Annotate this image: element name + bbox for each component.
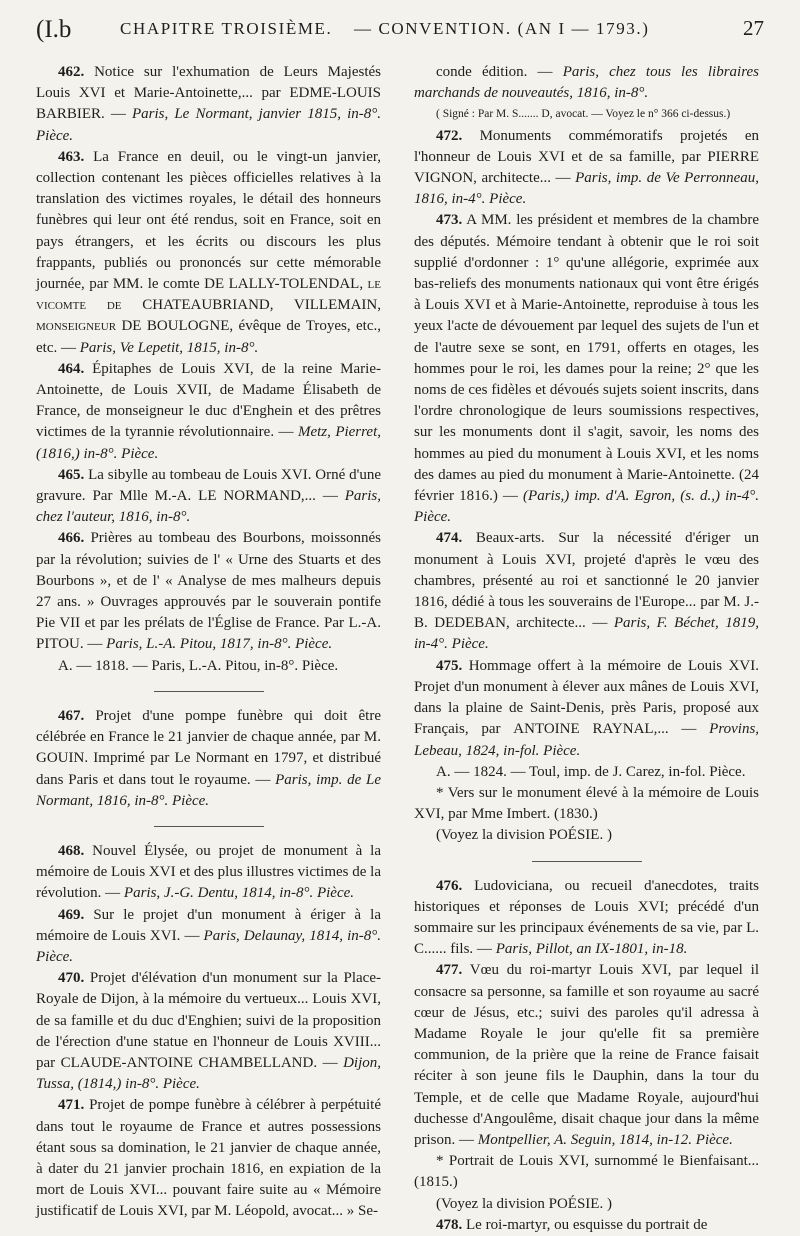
separator-rule — [154, 826, 264, 827]
entry-text: Hommage offert à la mémoire de Louis XVI. Projet d'un monument à élever aux mânes de Louis XVI, dans la plaine de Saint-Denis, près Paris, proposé aux Français, par — [414, 657, 759, 738]
entry-478 — [414, 1215, 759, 1236]
entries-476-477 — [414, 876, 759, 1152]
bibliography-entry — [414, 656, 759, 762]
entry-number: 473. — [436, 212, 463, 229]
entry-imprint: (Paris,) imp. d'A. Egron, (s. d.,) in-4°. Pièce. — [414, 488, 759, 526]
bibliography-entry — [36, 905, 381, 969]
entry-471-note: ( Signé : Par M. S....... D, avocat. — Voyez le n° 366 ci-dessus.) — [436, 108, 731, 121]
entry-475-see: (Voyez la division POÉSIE. ) — [436, 827, 612, 844]
entry-text-tail: ,... — — [653, 721, 710, 738]
bibliography-entry — [36, 968, 381, 1095]
bibliography-entry — [36, 1095, 381, 1222]
entry-471-continued — [414, 62, 759, 104]
entry-text-tail: , architecte... — — [473, 170, 576, 187]
entry-text: Vœu du roi-martyr Louis XVI, par lequel il consacre sa personne, sa famille et son royaume au sacré cœur de Jésus, etc.; suivi des paroles qu'il adressa à Madame Royale le jour qu'elle fit sa première communion, de la prière que la reine de France faisait réciter à son jeune fils le Dauphin, dans la tour du Temple, et de celle que Madame Royale, aujourd'hui duchesse d'Angoulême, disait chaque jour dans la même prison. — — [414, 962, 759, 1148]
entry-text: Beaux-arts. Sur la nécessité d'ériger un monument à Louis XVI, projeté d'après le vœu des chambres, présenté au roi et sanctionné le 20 janvier 1816, dédié à tous les souverains de l'Europe... par M. J.-B. — [414, 530, 759, 632]
entry-imprint: Montpellier, A. Seguin, 1814, in-12. Pièce. — [477, 1131, 733, 1148]
bibliography-entry — [36, 359, 381, 465]
entry-author: DEDEBAN — [434, 615, 506, 632]
entry-text: Sur le projet d'un monument à ériger à la mémoire de Louis XVI. — — [36, 906, 381, 944]
entry-number: 465. — [58, 466, 85, 483]
entry-number: 469. — [58, 906, 85, 923]
entry-text-tail: , évêque de Troyes, etc., etc. — — [36, 318, 381, 356]
entry-imprint: Paris, imp. de Le Normant, 1816, in-8°. Pièce. — [36, 771, 381, 809]
entries-462-466 — [36, 62, 381, 656]
entry-author: EDME-LOUIS BARBIER — [36, 85, 381, 123]
bibliography-entry — [36, 147, 381, 359]
entry-imprint: Paris, chez tous les libraires marchands de nouveautés, 1816, in-8°. — [414, 64, 759, 102]
entries-472-475 — [414, 126, 759, 762]
bibliography-entry — [36, 465, 381, 529]
entry-imprint: Paris, F. Béchet, 1819, in-4°. Pièce. — [414, 615, 759, 653]
entry-text-tail: . — — [79, 636, 107, 653]
entry-number: 474. — [436, 530, 463, 547]
entry-text: Épitaphes de Louis XVI, de la reine Marie-Antoinette, de Louis XVII, de Madame Élisabeth de France, de monseigneur le duc d'Enghein et des prêtres victimes de la tyrannie révolutionnaire. — — [36, 360, 381, 441]
entry-477-see: (Voyez la division POÉSIE. ) — [436, 1195, 612, 1212]
entry-text: Le roi-martyr, ou esquisse du portrait de — [462, 1216, 708, 1233]
entry-text: La France en deuil, ou le vingt-un janvier, collection contenant les pièces officielles relatives à la translation des victimes royales, le détail des honneurs funèbres qui leur ont été rendus, soit en France, soit en pays étrangers, et les écrits ou discours les plus frappants, publiés ou prononcés sur cette mémorable journée, par MM. le comte — [36, 148, 381, 293]
entry-author: ANTOINE RAYNAL — [513, 721, 654, 738]
entry-imprint: Paris, Ve Lepetit, 1815, in-8°. — [79, 339, 259, 356]
header-left-mark: (I.b — [36, 16, 72, 43]
entry-466-variant: A. — 1818. — Paris, L.-A. Pitou, in-8°. Pièce. — [58, 657, 339, 674]
entry-imprint: Paris, Le Normant, janvier 1815, in-8°. Pièce. — [36, 106, 382, 144]
entry-author: DE LALLY-TOLENDAL, le vicomte de CHATEAUBRIAND, VILLEMAIN, monseigneur DE BOULOGNE — [36, 276, 381, 335]
entry-text: Projet d'une pompe funèbre qui doit être célébrée en France le 21 janvier de chaque année, par M. — [36, 707, 381, 746]
entry-text: Ludoviciana, ou recueil d'anecdotes, traits historiques et réponses de Louis XVI; précédé d'un sommaire sur les principaux événements de sa vie, par L. C...... fils. — — [414, 877, 759, 958]
entry-text-tail: . — — [101, 106, 132, 123]
entry-text: A MM. les président et membres de la chambre des députés. Mémoire tendant à obtenir que le roi soit supplié d'ordonner : 1° qu'une allégorie, exprimée aux bas-reliefs des monuments nationaux qui vont être érigés à Louis XVI et à Marie-Antoinette, reproduise à tous les yeux l'acte de dévouement par lequel des sujets de l'un et de l'autre sexe se sont, en 1791, offerts en otages, les hommes pour le roi, les dames pour la reine; 2° que les noms de ces fidèles et dévoués sujets soient inscrits, dans l'ordre chronologique de leurs soumissions respectives, sur les monuments dont il s'agit, savoir, les noms des hommes au pied du monument à Louis XVI, et les noms des dames au pied du monument à Marie-Antoinette. (24 février 1816.) — — [414, 212, 759, 505]
header-chapter: CHAPITRE TROISIÈME. — [120, 19, 333, 38]
entry-number: 472. — [436, 127, 463, 144]
bibliography-entry — [36, 528, 381, 655]
right-column — [414, 62, 759, 1236]
entry-number: 470. — [58, 970, 85, 987]
entry-author: LE NORMAND — [198, 488, 301, 505]
separator-rule — [532, 861, 642, 862]
bibliography-entry — [414, 960, 759, 1151]
bibliography-entry — [36, 841, 381, 905]
left-column — [36, 62, 381, 1223]
entry-text: conde édition. — — [436, 64, 563, 80]
bibliography-entry — [414, 528, 759, 655]
entry-467 — [36, 706, 381, 812]
entry-477-star: * Portrait de Louis XVI, surnommé le Bienfaisant... (1815.) — [414, 1153, 759, 1191]
entry-475-star: * Vers sur le monument élevé à la mémoire de Louis XVI, par Mme Imbert. (1830.) — [414, 784, 759, 823]
entry-number: 468. — [58, 842, 85, 859]
entry-text: Projet de pompe funèbre à célébrer à perpétuité dans tout le royaume de France et autres possessions étant sous sa domination, le 21 janvier de chaque année, à dater du 21 janvier prochain 1816, en expiation de la mort de Louis XVI... pouvant faire suite au « Mémoire justificatif de Louis XVI, par M. Léopold, avocat... » Se- — [36, 1097, 381, 1220]
entry-text-tail: , architecte... — — [505, 615, 614, 632]
entry-text-tail: . Imprimé par Le Normant en 1797, et distribué dans Paris et dans tout le royaume. — — [36, 750, 381, 788]
entry-author: CLAUDE-ANTOINE CHAMBELLAND — [60, 1054, 314, 1071]
bibliography-entry — [414, 876, 759, 961]
entry-imprint: Paris, imp. de Ve Perronneau, 1816, in-4°. Pièce. — [414, 170, 759, 208]
entry-imprint: Paris, L.-A. Pitou, 1817, in-8°. Pièce. — [106, 636, 333, 653]
entry-text: La sibylle au tombeau de Louis XVI. Orné d'une gravure. Par Mlle M.-A. — [36, 466, 381, 505]
bibliography-entry — [414, 62, 759, 104]
entry-imprint: Metz, Pierret, (1816,) in-8°. Pièce. — [36, 424, 381, 462]
bibliography-entry — [414, 126, 759, 211]
entries-468-471 — [36, 841, 381, 1223]
entry-number: 464. — [58, 360, 85, 377]
header-convention: — CONVENTION. (AN I — 1793.) — [354, 19, 650, 38]
entry-number: 462. — [58, 64, 85, 80]
bibliography-entry — [36, 62, 381, 147]
entry-text: Nouvel Élysée, ou projet de monument à la mémoire de Louis XVI et des plus illustres victimes de la révolution. — — [36, 842, 381, 902]
entry-text: Notice sur l'exhumation de Leurs Majestés Louis XVI et Marie-Antoinette,... par — [36, 64, 381, 102]
entry-text-tail: . — — [313, 1054, 344, 1071]
entry-number: 477. — [436, 962, 463, 979]
entry-475-variant: A. — 1824. — Toul, imp. de J. Carez, in-fol. Pièce. — [436, 763, 746, 780]
bibliography-entry — [414, 210, 759, 528]
entry-imprint: Paris, J.-G. Dentu, 1814, in-8°. Pièce. — [123, 885, 355, 902]
entry-text: Prières au tombeau des Bourbons, moissonnés par la révolution; suivies de l' « Urne des Stuarts et des Bourbons », et de l' « Analyse de mes malheurs depuis 27 ans. » Ouvrages approuvés par le souverain pontife Pie VII et par les prélats de l'Église de France. Par L.-A. — [36, 530, 381, 632]
entry-imprint: Paris, Delaunay, 1814, in-8°. Pièce. — [36, 927, 381, 965]
separator-rule — [154, 691, 264, 692]
running-header — [36, 16, 764, 46]
entry-text-tail: ,... — — [300, 488, 345, 505]
entry-number: 478. — [436, 1216, 463, 1233]
entry-number: 475. — [436, 657, 463, 674]
entry-author: PITOU — [36, 636, 80, 653]
entry-text: Monuments commémoratifs projetés en l'honneur de Louis XVI et de sa famille, par — [414, 127, 759, 165]
entry-author: PIERRE VIGNON — [414, 148, 759, 187]
entry-author: GOUIN — [36, 750, 85, 767]
entry-number: 466. — [58, 530, 85, 547]
entry-imprint: Paris, Pillot, an IX-1801, in-18. — [495, 941, 688, 958]
bibliography-entry — [36, 706, 381, 812]
entry-imprint: Dijon, Tussa, (1814,) in-8°. Pièce. — [36, 1054, 382, 1093]
page-number: 27 — [743, 16, 764, 40]
entry-number: 471. — [58, 1097, 85, 1114]
entry-number: 463. — [58, 148, 85, 165]
entry-imprint: Provins, Lebeau, 1824, in-fol. Pièce. — [414, 721, 760, 759]
entry-number: 476. — [436, 877, 463, 894]
entry-number: 467. — [58, 707, 85, 724]
entry-imprint: Paris, chez l'auteur, 1816, in-8°. — [36, 488, 381, 526]
entry-text: Projet d'élévation d'un monument sur la Place-Royale de Dijon, à la mémoire du vertueux... Louis XVI, de sa famille et du duc d'Enghien; suivi de la proposition de l'érection d'une statue en l'honneur de Louis XVIII... par — [36, 970, 381, 1071]
